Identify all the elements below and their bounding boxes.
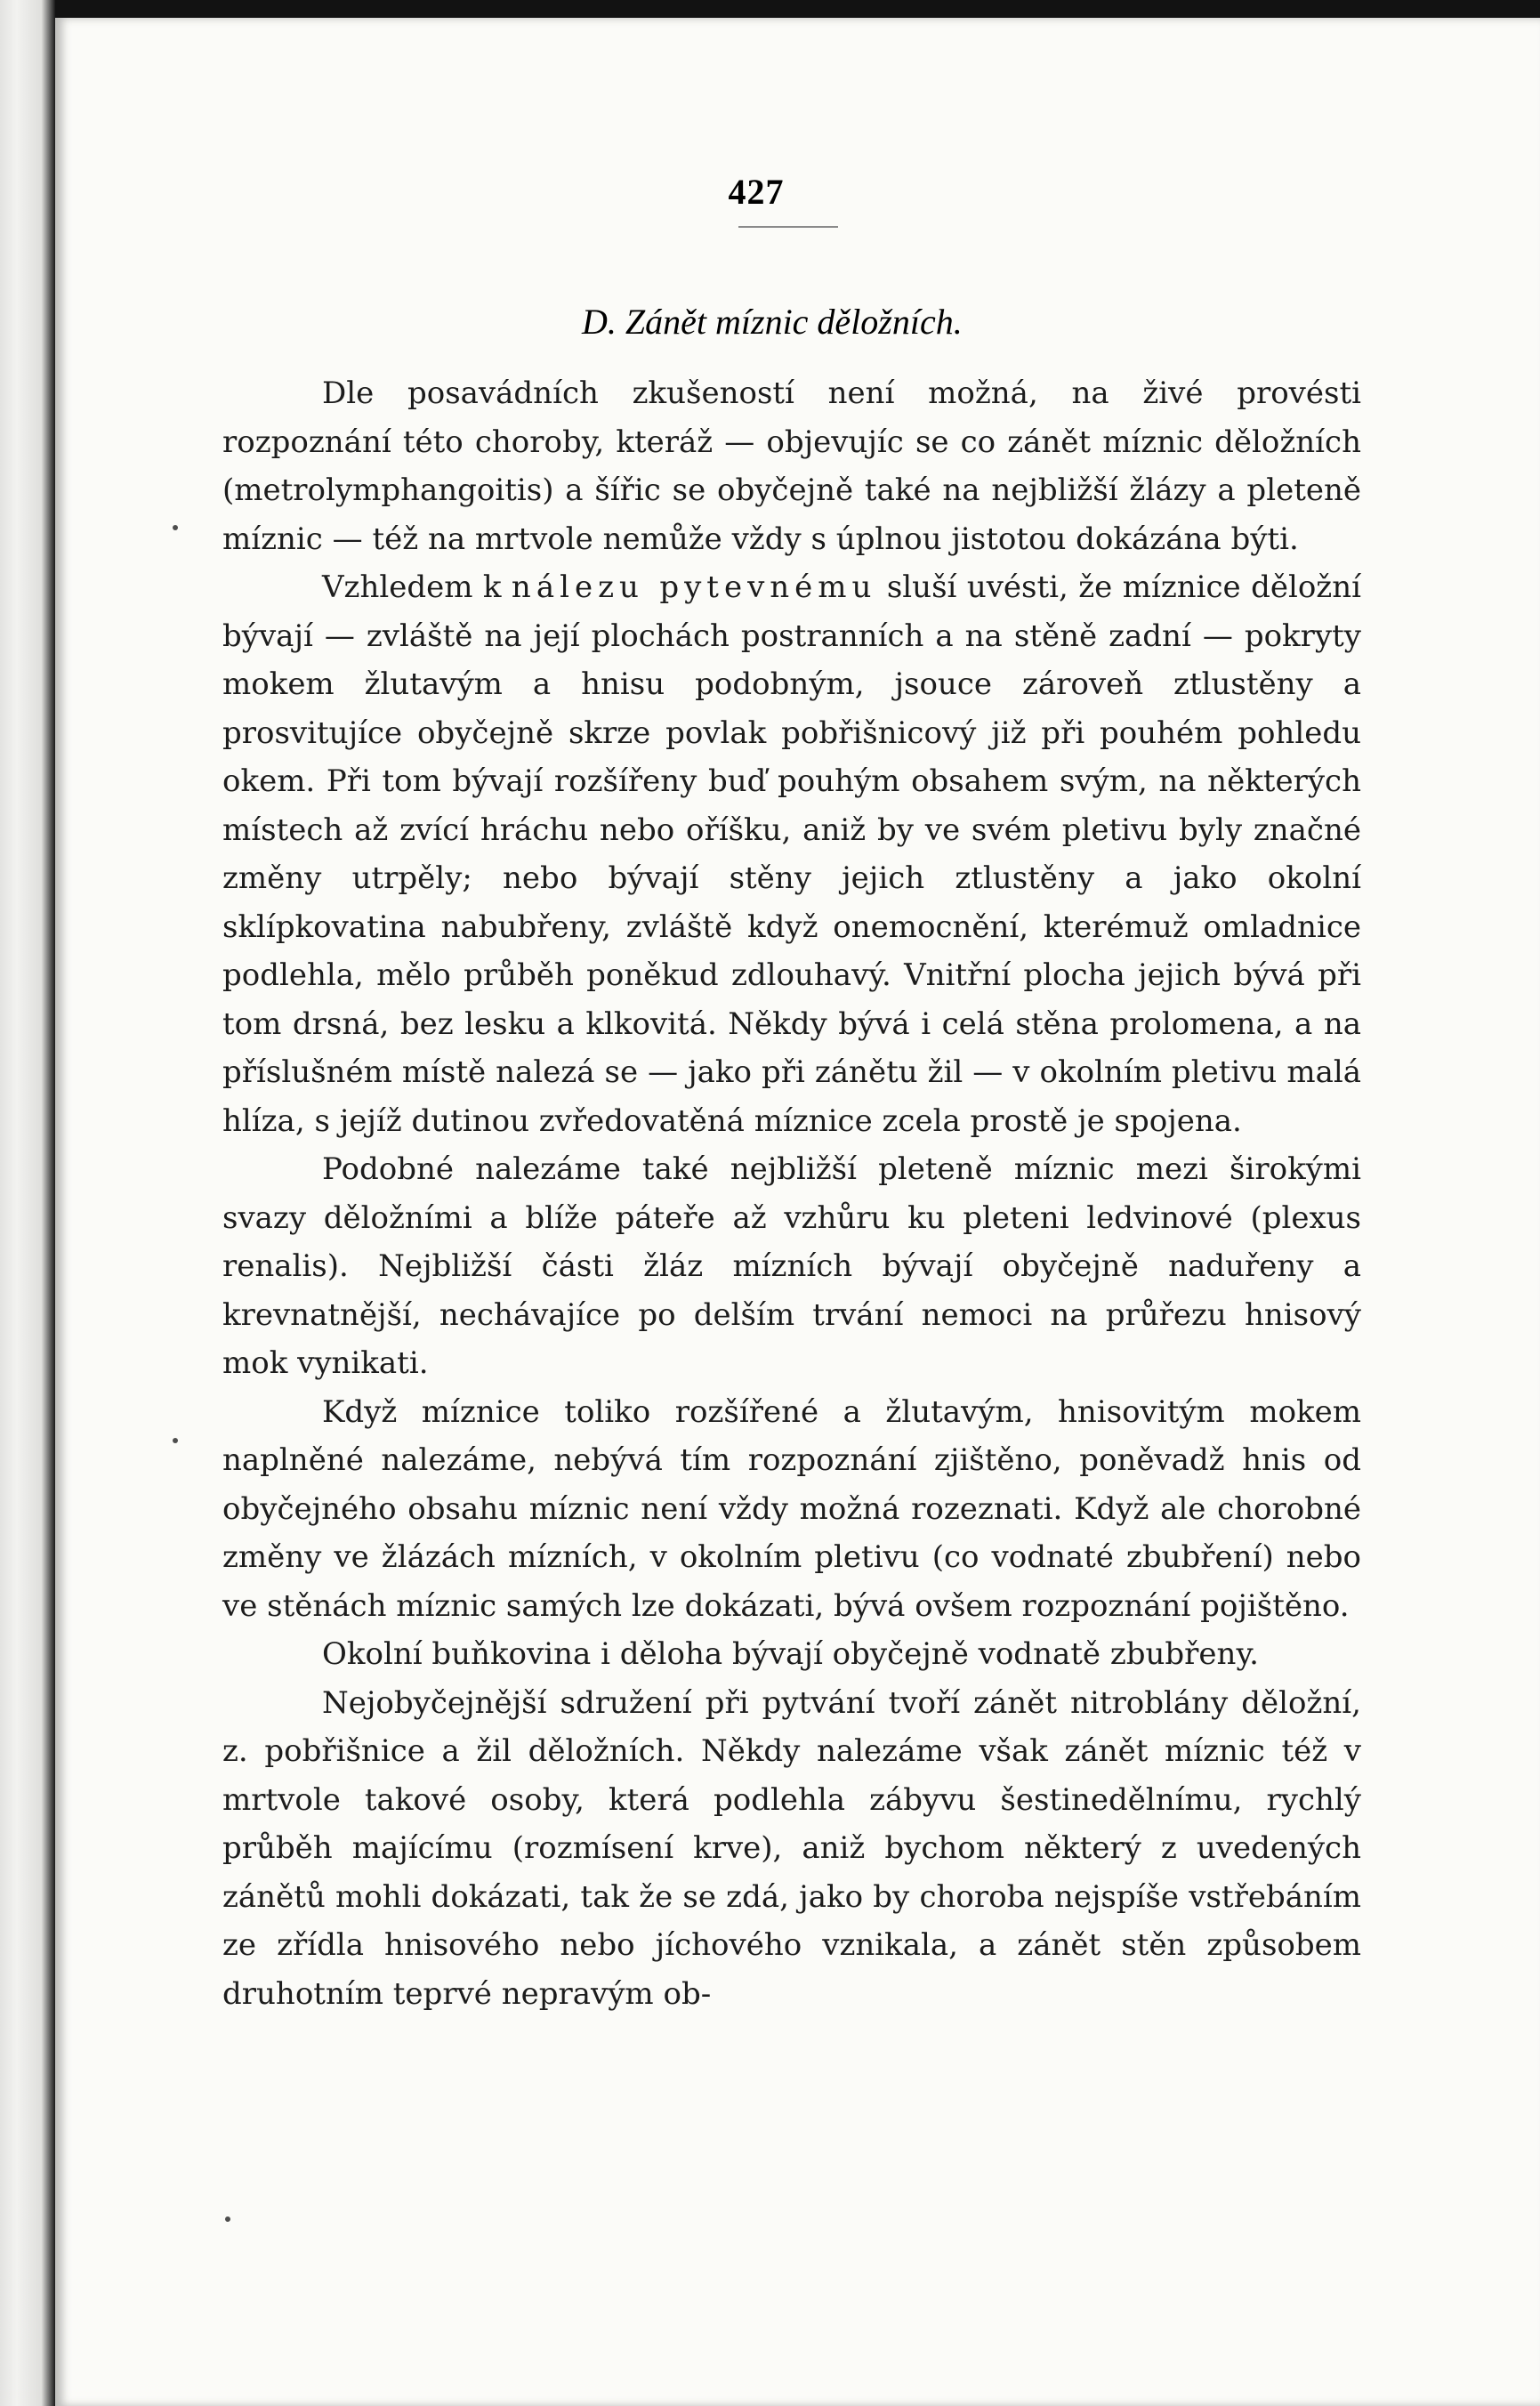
paragraph-2 (222, 563, 1361, 1145)
paragraph-6: Nejobyčejnější sdružení při pytvání tvoří zánět nitroblány děložní, z. pobřišnice a žil děložních. Někdy nalezáme však zánět míznic též v mrtvole takové osoby, která podlehla zábyvu šestinedělnímu, rychlý průběh majícímu (rozmísení krve), aniž bychom některý z uvedených zánětů mohli dokázati, tak že se zdá, jako by choroba nejspíše vstřebáním ze zřídla hnisového nebo jíchového vznikala, a zánět stěn způsobem druhotním teprvé nepravým ob- (222, 1684, 1361, 2012)
paragraph-5: Okolní buňkovina i děloha bývají obyčejně vodnatě zbubřeny. (322, 1636, 1259, 1672)
book-page (55, 18, 1540, 2406)
book-spine-edge (0, 0, 55, 2406)
scan-speck (173, 1438, 178, 1443)
page-number-rule (738, 226, 838, 228)
page-number: 427 (728, 172, 785, 212)
paragraph-4: Když míznice toliko rozšířené a žlutavým, hnisovitým mokem naplněné nalezáme, nebývá tím rozpoznání zjištěno, poněvadž hnis od obyčejného obsahu míznic není vždy možná rozeznati. Když ale chorobné změny ve žlázách mízních, v okolním pletivu (co vodnaté zbubření) nebo ve stěnách míznic samých lze dokázati, bývá ovšem rozpoznání pojištěno. (222, 1393, 1361, 1624)
paragraph-3: Podobné nalezáme také nejbližší pleteně míznic mezi širokými svazy děložními a blíže páteře až vzhůru ku pleteni ledvinové (plexus renalis). Nejbližší části žláz mízních bývají obyčejně naduřeny a krevnatnější, nechávajíce po delším trvání nemoci na průřezu hnisový mok vynikati. (222, 1151, 1361, 1381)
body-text (222, 369, 1361, 2018)
paragraph-1: Dle posavádních zkušeností není možná, na živé provésti rozpoznání této choroby, kteráž — objevujíc se co zánět míznic děložních (metrolymphangoitis) a šířic se obyčejně také na nejbližší žlázy a pleteně míznic — též na mrtvole nemůže vždy s úplnou jistotou dokázána býti. (222, 375, 1361, 557)
spaced-emphasis: nálezu pytevnému (511, 569, 877, 605)
scan-speck (225, 2216, 230, 2222)
scan-speck (173, 525, 178, 530)
section-heading: D. Zánět míznic děložních. (582, 302, 963, 342)
paragraph-2-text: Vzhledem k nálezu pytevnému sluší uvésti, že míznice děložní bývají — zvláště na její plochách postranních a na stěně zadní — pokryty mokem žlutavým a hnisu podobným, jsouce zároveň ztlustěny a prosvitujíce obyčejně skrze povlak pobřišnicový již při pouhém pohledu okem. Při tom bývají rozšířeny buď pouhým obsahem svým, na některých místech až zvící hráchu nebo oříšku, aniž by ve svém pletivu byly značné změny utrpěly; nebo bývají stěny jejich ztlustěny a jako okolní sklípkovatina nabubřeny, zvláště když onemocnění, kterémuž omladnice podlehla, mělo průběh poněkud zdlouhavý. Vnitřní plocha jejich bývá při tom drsná, bez lesku a klkovitá. Někdy bývá i celá stěna prolomena, a na příslušném místě nalezá se — jako při zánětu žil — v okolním pletivu malá hlíza, s jejíž dutinou zvředovatěná míznice zcela prostě je spojena. (222, 569, 1361, 1139)
